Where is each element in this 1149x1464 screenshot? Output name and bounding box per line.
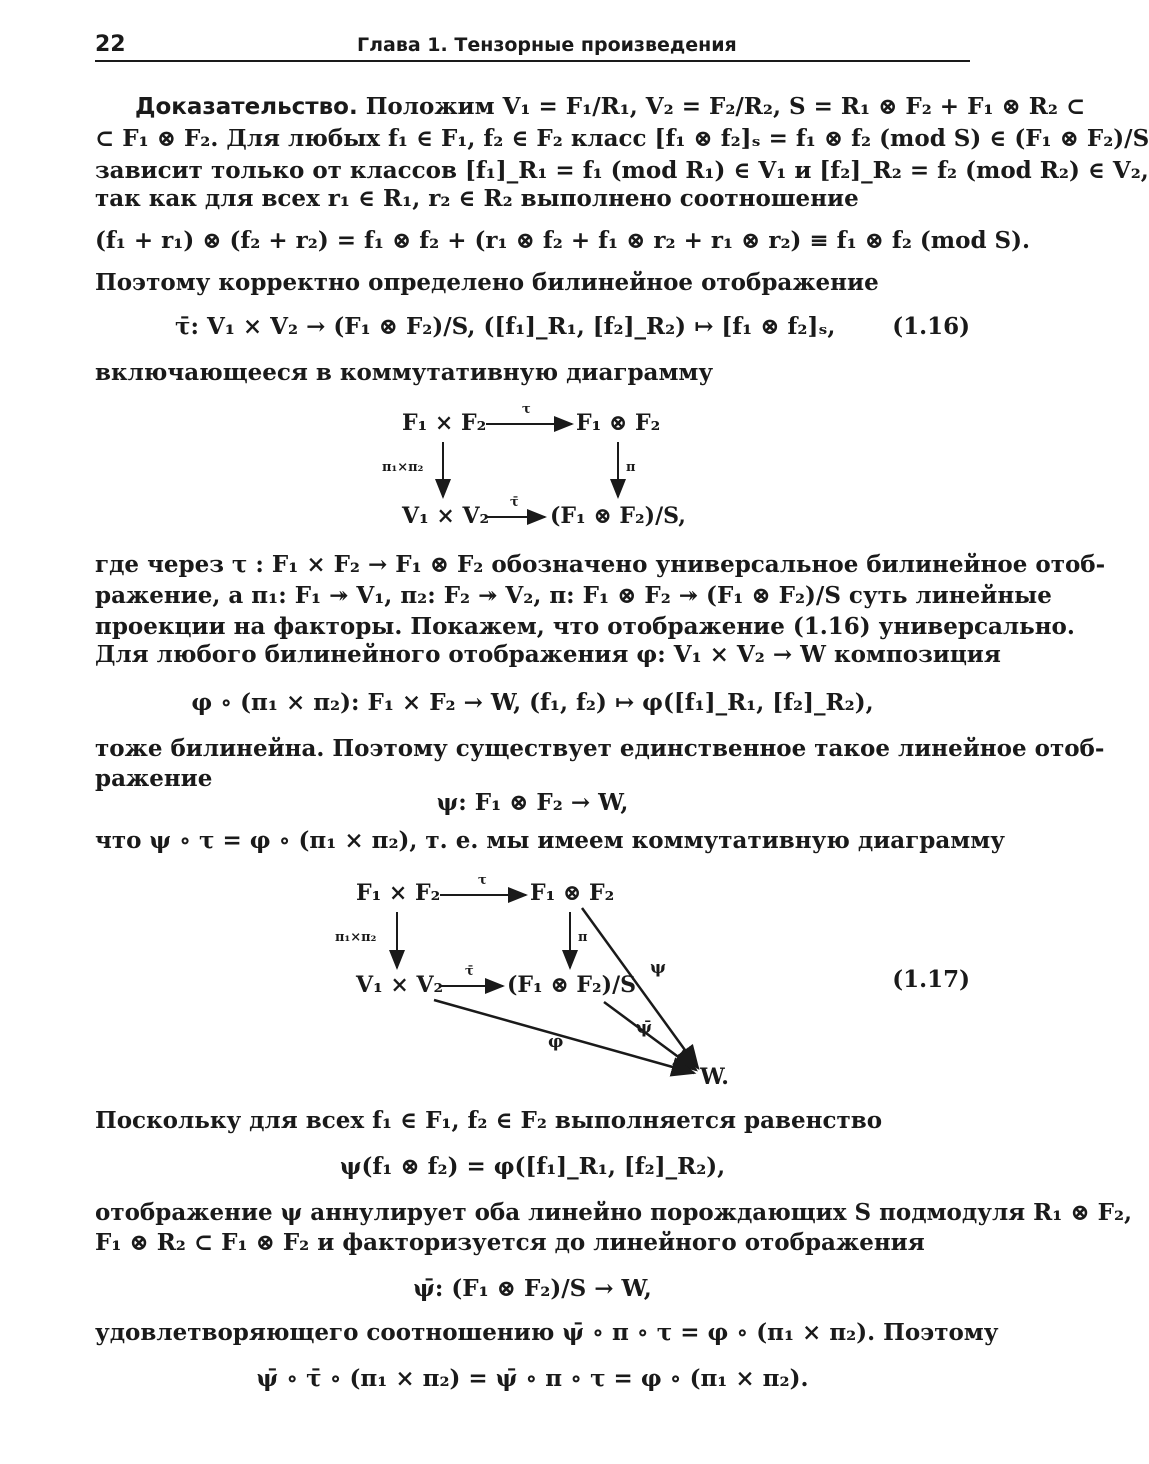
diagram-2-arrow-phi [434,1000,694,1073]
diagram-2-label-pi12: π₁×π₂ [335,930,377,945]
diagram-2-label-tau: τ [478,873,487,888]
text-line-3: зависит только от классов [f₁]_R₁ = f₁ (mod R₁) ∈ V₁ и [f₂]_R₂ = f₂ (mod R₂) ∈ V₂, [95,157,1149,184]
text-line-14: Поскольку для всех f₁ ∈ F₁, f₂ ∈ F₂ выполняется равенство [95,1107,883,1134]
equation-d: ψ(f₁ ⊗ f₂) = φ([f₁]_R₁, [f₂]_R₂), [339,1153,726,1180]
equation-c: ψ: F₁ ⊗ F₂ → W, [436,789,629,816]
equation-a: (f₁ + r₁) ⊗ (f₂ + r₂) = f₁ ⊗ f₂ + (r₁ ⊗ f₂ + f₁ ⊗ r₂ + r₁ ⊗ r₂) ≡ f₁ ⊗ f₂ (mod S). [95,227,1031,254]
diagram-1-top-left: F₁ × F₂ [402,410,487,436]
text-line-10: Для любого билинейного отображения φ: V₁ × V₂ → W композиция [95,641,1001,668]
text-line-2: ⊂ F₁ ⊗ F₂. Для любых f₁ ∈ F₁, f₂ ∈ F₂ класс [f₁ ⊗ f₂]ₛ = f₁ ⊗ f₂ (mod S) ∈ (F₁ ⊗ F₂)/S [95,125,1149,152]
text-line-1-rest: Положим V₁ = F₁/R₁, V₂ = F₂/R₂, S = R₁ ⊗ F₂ + F₁ ⊗ R₂ ⊂ [357,93,1086,120]
diagram-1-top-right: F₁ ⊗ F₂ [576,410,661,436]
diagram-2-bottom-right: (F₁ ⊗ F₂)/S [507,972,637,998]
diagram-1-bottom-left: V₁ × V₂ [402,503,490,529]
diagram-1-label-pi: π [626,460,636,475]
diagram-2-bottom-left: V₁ × V₂ [356,972,444,998]
diagram-2-label-psibar: ψ̄ [636,1018,653,1038]
diagram-1-label-tau: τ [522,402,531,417]
text-line-7: где через τ : F₁ × F₂ → F₁ ⊗ F₂ обозначено универсальное билинейное отоб- [95,551,1106,578]
diagram-1-bottom-right: (F₁ ⊗ F₂)/S, [550,503,686,529]
equation-number-1-16: (1.16) [892,313,970,340]
diagram-2-label-phi: φ [548,1032,564,1052]
page-number: 22 [95,32,126,57]
text-line-8: ражение, а π₁: F₁ ↠ V₁, π₂: F₂ ↠ V₂, π: F₁ ⊗ F₂ ↠ (F₁ ⊗ F₂)/S суть линейные [95,582,1052,609]
text-line-15: отображение ψ аннулирует оба линейно порождающих S подмодуля R₁ ⊗ F₂, [95,1199,1133,1226]
chapter-title: Глава 1. Тензорные произведения [357,34,737,56]
text-line-11: тоже билинейна. Поэтому существует единственное такое линейное отоб- [95,735,1105,762]
text-line-17: удовлетворяющего соотношению ψ̄ ∘ π ∘ τ = φ ∘ (π₁ × π₂). Поэтому [95,1319,999,1346]
text-line-6: включающееся в коммутативную диаграмму [95,359,714,386]
text-line-9: проекции на факторы. Покажем, что отображение (1.16) универсально. [95,613,1075,640]
equation-1-16: τ̄: V₁ × V₂ → (F₁ ⊗ F₂)/S, ([f₁]_R₁, [f₂]_R₂) ↦ [f₁ ⊗ f₂]ₛ, [175,313,836,340]
equation-number-1-17: (1.17) [892,966,970,993]
text-line-5: Поэтому корректно определено билинейное отображение [95,269,879,296]
diagram-2-label-psi: ψ [650,958,667,978]
diagram-1-label-pi12: π₁×π₂ [382,460,424,475]
diagram-1-label-taubar: τ̄ [510,495,519,510]
equation-b: φ ∘ (π₁ × π₂): F₁ × F₂ → W, (f₁, f₂) ↦ φ([f₁]_R₁, [f₂]_R₂), [191,689,874,716]
text-line-16: F₁ ⊗ R₂ ⊂ F₁ ⊗ F₂ и факторизуется до линейного отображения [95,1229,925,1256]
diagram-2-target-w: W. [700,1064,729,1090]
diagram-2-top-left: F₁ × F₂ [356,880,441,906]
text-line-4: так как для всех r₁ ∈ R₁, r₂ ∈ R₂ выполнено соотношение [95,185,859,212]
diagram-2-top-right: F₁ ⊗ F₂ [530,880,615,906]
text-line-13: что ψ ∘ τ = φ ∘ (π₁ × π₂), т. е. мы имеем коммутативную диаграмму [95,827,1005,854]
equation-e: ψ̄: (F₁ ⊗ F₂)/S → W, [413,1275,652,1302]
diagram-2-label-pi: π [578,930,588,945]
diagram-2-label-taubar: τ̄ [465,964,474,979]
text-line-12: ражение [95,765,213,792]
equation-f: ψ̄ ∘ τ̄ ∘ (π₁ × π₂) = ψ̄ ∘ π ∘ τ = φ ∘ (π₁ × π₂). [256,1365,809,1392]
proof-heading: Доказательство. [135,94,358,120]
